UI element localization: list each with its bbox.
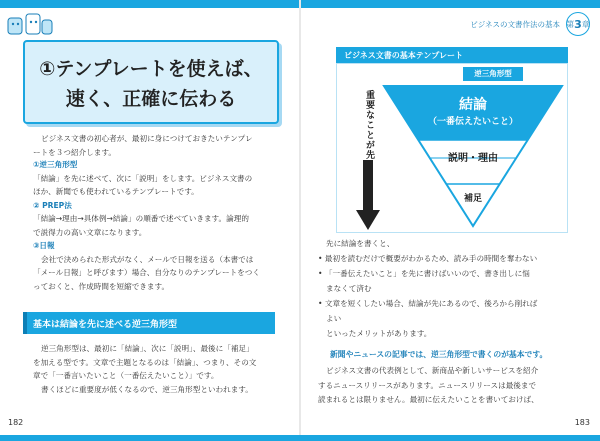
section-heading: 基本は結論を先に述べる逆三角形型 — [23, 312, 275, 334]
news-heading: 新聞やニュースの記事では、逆三角形型で書くのが基本です。 — [330, 350, 548, 359]
list-item-text: 最初を読むだけで概要がわかるため、読み手の時間を奪わない — [324, 254, 538, 263]
list-item: • 最初を読むだけで概要がわかるため、読み手の時間を奪わない — [318, 254, 538, 263]
news-body — [318, 364, 580, 408]
templates-list — [33, 158, 283, 293]
chapter-title-box — [23, 40, 279, 124]
list-item: • 「一番伝えたいこと」を先に書けばいいので、書き出しに悩 — [318, 269, 530, 278]
page-number-left: 182 — [8, 418, 24, 427]
triangle-top-sublabel: （一番伝えたいこと） — [427, 117, 518, 127]
item-line: で説得力の高い文章になります。 — [33, 227, 147, 237]
item-line: 会社で決められた形式がなく、メールで日報を送る（本書では — [41, 254, 254, 264]
section-line: 章で「一番言いたいこと（一番伝えたいこと）」です。 — [33, 371, 219, 380]
triangle-bottom-label: 補足 — [463, 194, 482, 204]
chapter-prefix: 第 — [566, 19, 575, 29]
template-panel-heading: ビジネス文書の基本テンプレート — [336, 47, 568, 63]
chapter-badge — [566, 12, 590, 36]
list-item-cont: まなくて済む — [326, 284, 372, 293]
item-line: 「結論」を先に述べて、次に「説明」をします。ビジネス文書の — [33, 173, 253, 183]
down-arrow-icon — [356, 160, 380, 232]
item-heading: ③日報 — [33, 241, 55, 250]
tail-text: といったメリットがあります。 — [326, 329, 432, 338]
intro-line: ートを３つ紹介します。 — [33, 147, 116, 157]
intro-line: ビジネス文書の初心者が、最初に身につけておきたいテンプレ — [41, 134, 253, 143]
intro-paragraph — [33, 132, 283, 159]
item-heading: ② PREP法 — [33, 200, 72, 210]
template-type-tag: 逆三角形型 — [463, 67, 523, 81]
lead-text: 先に結論を書くと、 — [326, 239, 395, 248]
item-heading: ①逆三角形型 — [33, 160, 78, 169]
section-body — [33, 342, 283, 396]
section-line: を加える型です。文章で主題となるのは「結論」、つまり、その文 — [33, 357, 257, 367]
item-line: 「結論→理由→具体例→結論」の順番で述べていきます。論理的 — [33, 214, 249, 223]
item-line: っておくと、作成時間を短縮できます。 — [33, 281, 170, 291]
list-item: • 文章を短くしたい場合、結論が先にあるので、後ろから削れば — [318, 299, 538, 308]
news-line: ビジネス文書の代表例として、新商品や新しいサービスを紹介 — [326, 366, 539, 375]
item-line: ほか、新聞でも使われているテンプレートです。 — [33, 187, 199, 196]
chapter-suffix: 章 — [581, 19, 590, 29]
bottom-accent-bar — [0, 435, 600, 441]
running-header — [470, 14, 590, 34]
triangle-top-label: 結論 — [459, 97, 487, 113]
importance-arrow-label: 重要なことが先 — [364, 90, 374, 160]
mascot-illustration — [4, 10, 56, 40]
section-line: 書くほどに重要度が低くなるので、逆三角形型といわれます。 — [41, 384, 253, 394]
item-line: 「メール日報」と呼びます）場合、自分なりのテンプレートをつく — [33, 268, 260, 277]
news-line: 読まれるとは限りません。最初に伝えたいことを書いておけば、 — [318, 395, 539, 404]
list-item-text: 「一番伝えたいこと」を先に書けばいいので、書き出しに悩 — [324, 269, 530, 278]
benefit-list — [318, 236, 537, 341]
triangle-middle-label: 説明・理由 — [448, 153, 498, 164]
section-line: 逆三角形型は、最初に「結論」、次に「説明」、最後に「補足」 — [41, 344, 254, 353]
running-title: ビジネスの文書作法の基本 — [470, 19, 560, 29]
news-line: するニュースリリースがあります。ニュースリリースは最後まで — [318, 380, 537, 390]
chapter-number: 3 — [574, 17, 582, 31]
list-item-cont: よい — [326, 314, 342, 323]
page-number-right: 183 — [574, 418, 590, 427]
page-title-line2: 速く、正確に伝わる — [65, 88, 237, 110]
list-item-text: 文章を短くしたい場合、結論が先にあるので、後ろから削れば — [324, 299, 538, 308]
page-gutter — [299, 0, 301, 441]
page-title-line1: ①テンプレートを使えば、 — [39, 58, 263, 80]
